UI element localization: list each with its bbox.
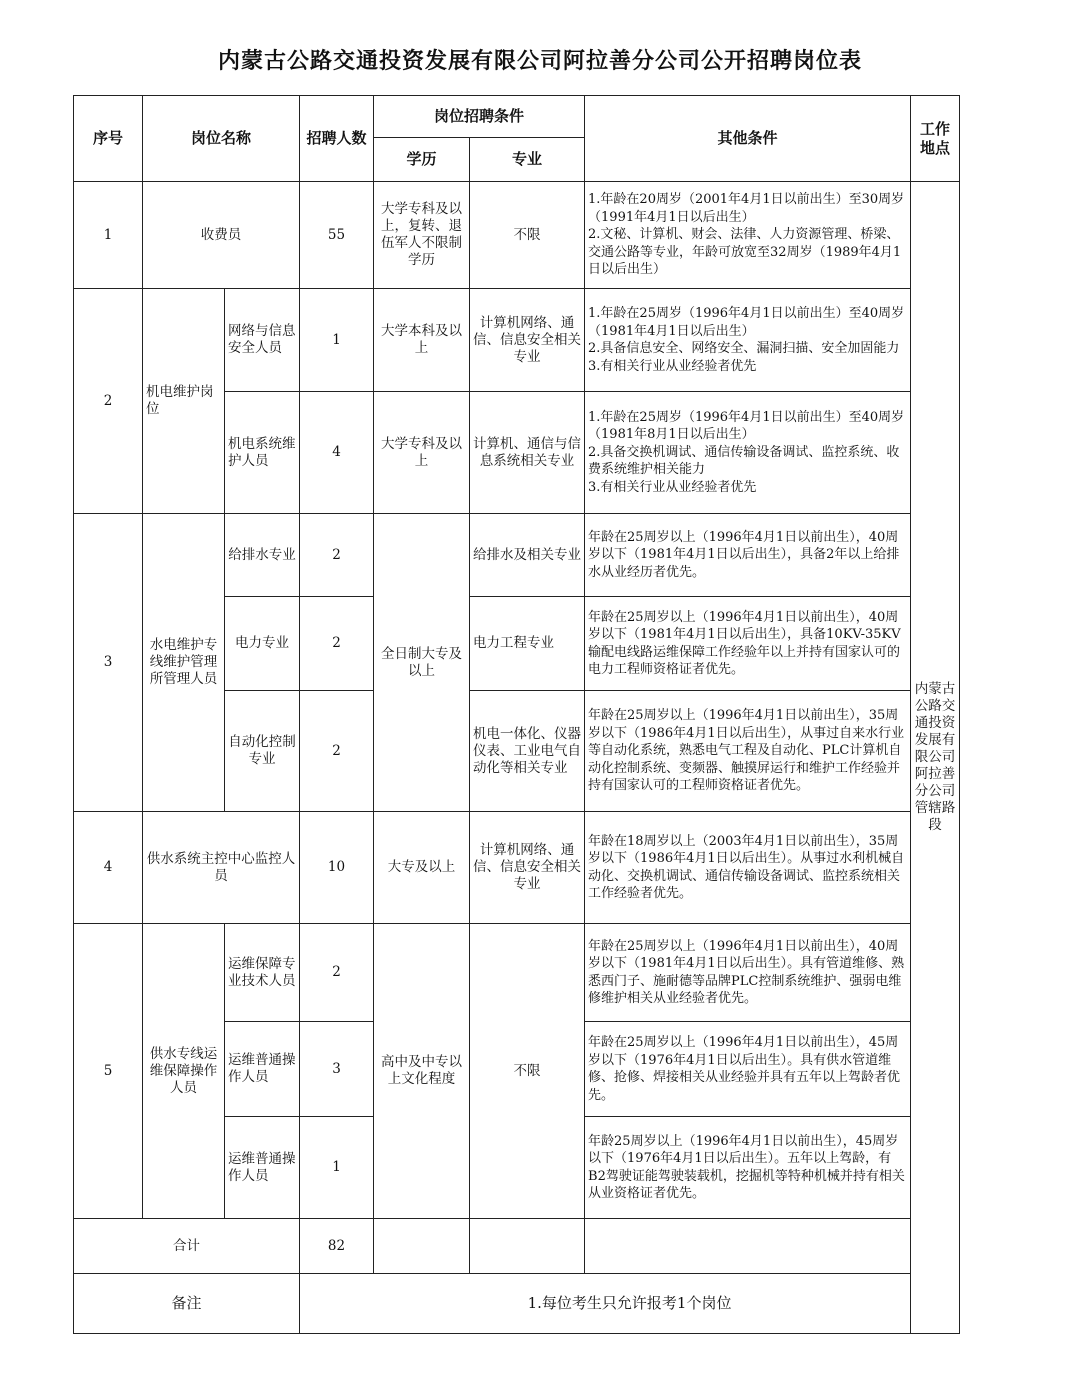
row2-sub2-other: 1.年龄在25周岁（1996年4月1日以前出生）至40周岁（1981年8月1日以后出生） 2.具备交换机调试、通信传输设备调试、监控系统、收费系统维护相关能力 3.有相关行业从业经验者优先: [585, 392, 911, 514]
row1-seq: 1: [74, 182, 143, 289]
row1-post: 收费员: [143, 182, 300, 289]
total-count: 82: [300, 1219, 374, 1274]
row4-other: 年龄在18周岁以上（2003年4月1日以前出生），35周岁以下（1986年4月1日以后出生）。从事过水利机械自动化、交换机调试、通信传输设备调试、监控系统相关工作经验者优先。: [585, 812, 911, 924]
row2-sub2-edu: 大学专科及以上: [374, 392, 470, 514]
row5-sub2-name: 运维普通操作人员: [225, 1022, 300, 1117]
row4-seq: 4: [74, 812, 143, 924]
row2-sub1-edu: 大学本科及以上: [374, 289, 470, 392]
row5-sub3-name: 运维普通操作人员: [225, 1117, 300, 1219]
row3-sub2-count: 2: [300, 597, 374, 691]
remark-text: 1.每位考生只允许报考1个岗位: [300, 1274, 960, 1334]
header-conditions: 岗位招聘条件: [374, 96, 585, 138]
row3-sub2-other: 年龄在25周岁以上（1996年4月1日以前出生），40周岁以下（1981年4月1日以后出生），具备10KV-35KV输配电线路运维保障工作经验年以上并持有国家认可的电力工程师资格证者优先。: [585, 597, 911, 691]
total-major-empty: [470, 1219, 585, 1274]
row1-other: 1.年龄在20周岁（2001年4月1日以前出生）至30周岁（1991年4月1日以后出生） 2.文秘、计算机、财会、法律、人力资源管理、桥梁、交通公路等专业，年龄可放宽至32周岁（1989年4月1日以后出生）: [585, 182, 911, 289]
location-cell: 内蒙古公路交通投资发展有限公司阿拉善分公司管辖路段: [911, 182, 960, 1334]
row1-count: 55: [300, 182, 374, 289]
row5-sub2-other: 年龄在25周岁以上（1996年4月1日以前出生），45周岁以下（1976年4月1日以后出生）。具有供水管道维修、抢修、焊接相关从业经验并具有五年以上驾龄者优先。: [585, 1022, 911, 1117]
header-edu: 学历: [374, 138, 470, 182]
page-title: 内蒙古公路交通投资发展有限公司阿拉善分公司公开招聘岗位表: [217, 49, 862, 74]
row5-edu: 高中及中专以上文化程度: [374, 924, 470, 1219]
row2-sub1-other: 1.年龄在25周岁（1996年4月1日以前出生）至40周岁（1981年4月1日以后出生） 2.具备信息安全、网络安全、漏洞扫描、安全加固能力 3.有相关行业从业经验者优先: [585, 289, 911, 392]
row4-post: 供水系统主控中心监控人员: [143, 812, 300, 924]
row4-major: 计算机网络、通信、信息安全相关专业: [470, 812, 585, 924]
row4-edu: 大专及以上: [374, 812, 470, 924]
remark-label: 备注: [74, 1274, 300, 1334]
row3-sub3-other: 年龄在25周岁以上（1996年4月1日以前出生），35周岁以下（1986年4月1日以后出生），从事过自来水行业等自动化系统，熟悉电气工程及自动化、PLC计算机自动化控制系统、变频器、触摸屏运行和维护工作经验并持有国家认可的工程师资格证者优先。: [585, 691, 911, 812]
recruitment-table: [73, 95, 960, 1334]
row3-sub1-major: 给排水及相关专业: [470, 514, 585, 597]
row5-major: 不限: [470, 924, 585, 1219]
row5-seq: 5: [74, 924, 143, 1219]
row5-sub3-count: 1: [300, 1117, 374, 1219]
row1-edu: 大学专科及以上，复转、退伍军人不限制学历: [374, 182, 470, 289]
row5-sub1-name: 运维保障专业技术人员: [225, 924, 300, 1022]
row2-sub2-major: 计算机、通信与信息系统相关专业: [470, 392, 585, 514]
header-major: 专业: [470, 138, 585, 182]
row5-post: 供水专线运维保障操作人员: [143, 924, 225, 1219]
row2-sub2-name: 机电系统维护人员: [225, 392, 300, 514]
row3-sub3-major: 机电一体化、仪器仪表、工业电气自动化等相关专业: [470, 691, 585, 812]
row2-sub1-count: 1: [300, 289, 374, 392]
total-other-empty: [585, 1219, 911, 1274]
row5-sub3-other: 年龄25周岁以上（1996年4月1日以前出生），45周岁以下（1976年4月1日以后出生）。五年以上驾龄，有B2驾驶证能驾驶装载机，挖掘机等特种机械并持有相关从业资格证者优先。: [585, 1117, 911, 1219]
total-label: 合计: [74, 1219, 300, 1274]
row3-sub1-name: 给排水专业: [225, 514, 300, 597]
row2-sub1-name: 网络与信息安全人员: [225, 289, 300, 392]
header-other: 其他条件: [585, 96, 911, 182]
total-edu-empty: [374, 1219, 470, 1274]
row2-post: 机电维护岗位: [143, 289, 225, 514]
header-location: 工作地点: [911, 96, 960, 182]
row3-post: 水电维护专线维护管理所管理人员: [143, 514, 225, 812]
row4-count: 10: [300, 812, 374, 924]
header-count: 招聘人数: [300, 96, 374, 182]
row2-sub1-major: 计算机网络、通信、信息安全相关专业: [470, 289, 585, 392]
row1-major: 不限: [470, 182, 585, 289]
row5-sub2-count: 3: [300, 1022, 374, 1117]
row3-sub2-major: 电力工程专业: [470, 597, 585, 691]
row2-sub2-count: 4: [300, 392, 374, 514]
row3-sub3-count: 2: [300, 691, 374, 812]
row3-sub2-name: 电力专业: [225, 597, 300, 691]
header-post: 岗位名称: [143, 96, 300, 182]
row5-sub1-other: 年龄在25周岁以上（1996年4月1日以前出生），40周岁以下（1981年4月1日以后出生）。具有管道维修、熟悉西门子、施耐德等品牌PLC控制系统维护、强弱电维修维护相关从业经验者优先。: [585, 924, 911, 1022]
row3-seq: 3: [74, 514, 143, 812]
row3-sub1-count: 2: [300, 514, 374, 597]
row3-edu: 全日制大专及以上: [374, 514, 470, 812]
row5-sub1-count: 2: [300, 924, 374, 1022]
row3-sub1-other: 年龄在25周岁以上（1996年4月1日以前出生），40周岁以下（1981年4月1日以后出生），具备2年以上给排水从业经历者优先。: [585, 514, 911, 597]
row2-seq: 2: [74, 289, 143, 514]
header-seq: 序号: [74, 96, 143, 182]
row3-sub3-name: 自动化控制专业: [225, 691, 300, 812]
